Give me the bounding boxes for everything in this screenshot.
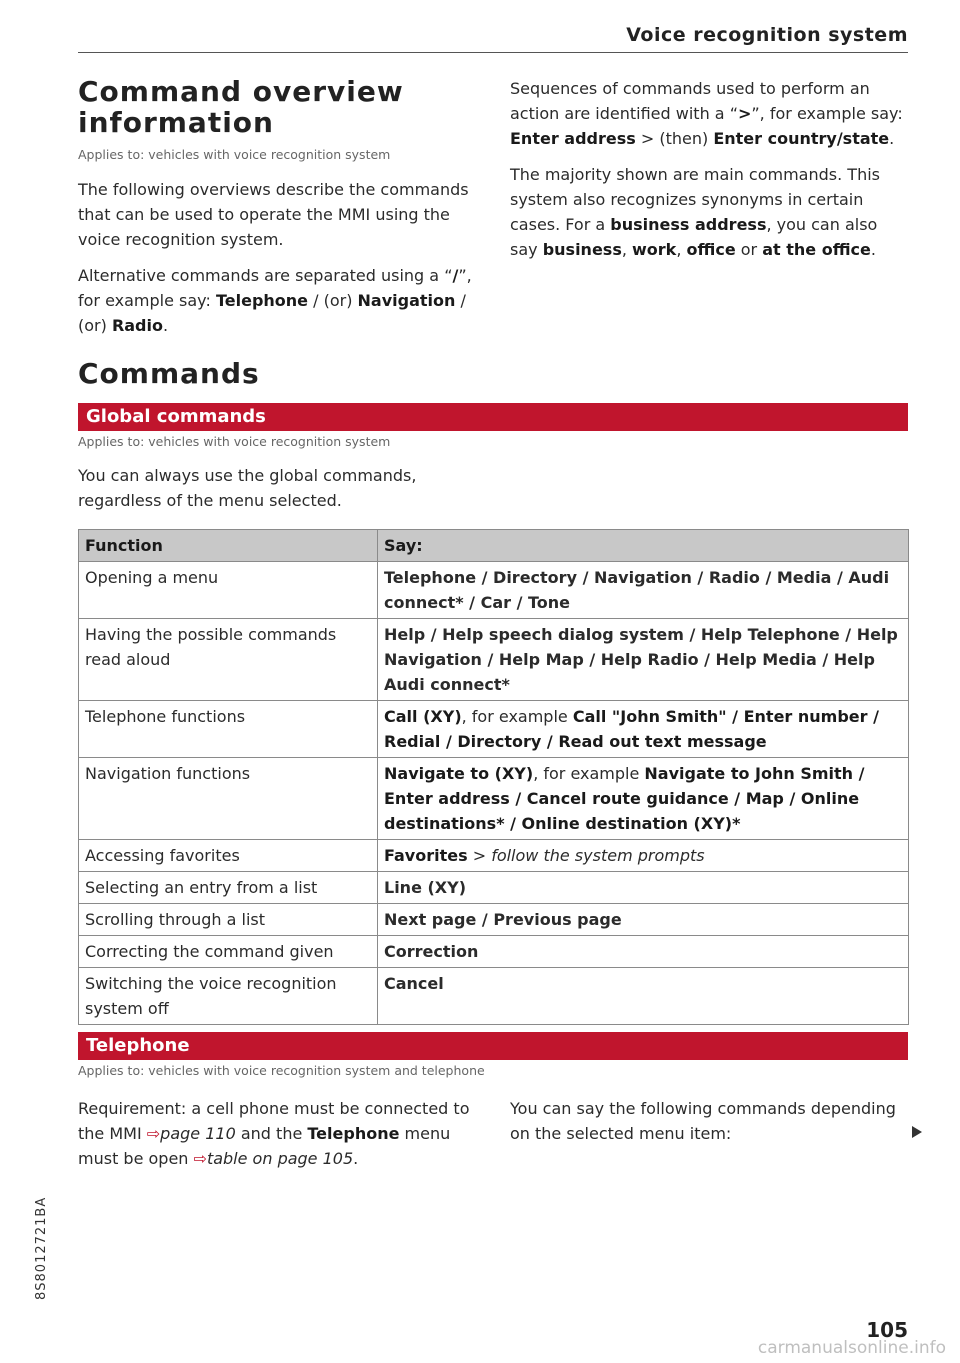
say-keyword: Call (XY) [384,707,462,726]
kw-telephone: Telephone [215,291,309,310]
text: , [676,240,687,259]
say-connector: > [467,846,492,865]
telephone-applies-block [78,1063,518,1078]
slash-symbol: / [452,266,459,285]
say-cell: Help / Help speech dialog system / Help Telephone / Help Navigation / Help Map / Help Radio / Help Media / Help Audi connect* [378,619,909,701]
text: . [353,1149,359,1168]
function-cell: Selecting an entry from a list [79,872,378,904]
function-cell: Accessing favorites [79,840,378,872]
col-function-header: Function [79,530,378,562]
continue-arrow-icon [912,1126,922,1138]
kw-telephone-menu: Telephone [307,1124,400,1143]
overview-heading-line2: information [78,106,274,139]
say-cell: Next page / Previous page [378,904,909,936]
say-instruction: follow the system prompts [491,846,705,865]
overview-section [78,76,478,338]
overview-heading-line1: Command overview [78,75,404,108]
running-header: Voice recognition system [626,24,908,46]
kw-work: work [632,240,677,259]
text: / (or) [78,291,466,335]
telephone-right-text: You can say the following commands depending on the selected menu item: [510,1099,896,1143]
document-code: 8S8012721BA [34,1196,49,1300]
say-cell: Correction [378,936,909,968]
table-header-row [79,530,909,562]
table-row [79,968,909,1025]
text: menu must be open [78,1124,451,1168]
telephone-applies: Applies to: vehicles with voice recognition system and telephone [78,1063,485,1078]
function-cell: Scrolling through a list [79,904,378,936]
overview-paragraph-2 [78,263,478,338]
text: Requirement: a cell phone must be connected to the MMI [78,1099,470,1143]
table-row [79,904,909,936]
table-row [79,619,909,701]
telephone-bar: Telephone [78,1032,908,1060]
global-commands-text: You can always use the global commands, regardless of the menu selected. [78,466,417,510]
function-cell: Having the possible commands read aloud [79,619,378,701]
say-keyword: Call "John Smith" / Enter number / Redial / Directory / Read out text message [384,707,879,751]
table-row [79,840,909,872]
text: / (or) [308,291,358,310]
function-cell: Opening a menu [79,562,378,619]
kw-at-the-office: at the office [762,240,871,259]
say-cell [378,840,909,872]
text: ”, for example say: [78,266,472,310]
commands-heading-block [78,358,478,389]
table-row [79,936,909,968]
global-commands-bar: Global commands [78,403,908,431]
kw-navigation: Navigation [357,291,456,310]
overview-heading [78,76,478,138]
say-keyword: Favorites [384,846,468,865]
col-say-header: Say: [378,530,909,562]
say-cell [378,758,909,840]
function-cell: Switching the voice recognition system off [79,968,378,1025]
table-row [79,562,909,619]
overview-paragraph-1: The following overviews describe the commands that can be used to operate the MMI using the voice recognition system. [78,180,469,249]
function-cell: Telephone functions [79,701,378,758]
kw-business: business [542,240,622,259]
telephone-right [510,1096,905,1146]
say-keyword: Navigate to (XY) [384,764,534,783]
text: Sequences of commands used to perform an action are identified with a “ [510,79,870,123]
say-keyword: Navigate to John Smith / Enter address / Cancel route guidance / Map / Online destinations* / Online destination (XY)* [384,764,865,833]
gt-symbol: > [737,104,752,123]
overview-right-section [510,76,910,262]
table-row [79,758,909,840]
text: ”, for example say: [751,104,903,123]
function-cell: Correcting the command given [79,936,378,968]
telephone-requirement [78,1096,483,1171]
kw-business-address: business address [610,215,767,234]
say-cell: Cancel [378,968,909,1025]
ref-arrow-icon: ⇨ [146,1124,161,1143]
commands-heading: Commands [78,357,260,390]
table-reference-link[interactable]: table on page 105 [206,1149,354,1168]
text: , [621,240,633,259]
kw-office: office [686,240,736,259]
text: . [889,129,895,148]
global-commands-table [78,529,909,1025]
say-cell: Line (XY) [378,872,909,904]
table-row [79,872,909,904]
header-rule [78,52,908,53]
text: or [735,240,763,259]
overview-right-paragraph-2 [510,162,910,262]
overview-right-paragraph-1 [510,76,910,151]
kw-enter-country: Enter country/state [713,129,890,148]
function-cell: Navigation functions [79,758,378,840]
text: , you can also say [510,215,878,259]
say-connector: , for example [533,764,645,783]
global-commands-intro [78,434,498,513]
text: . [162,316,169,335]
telephone-left [78,1096,483,1171]
page-number: 105 [866,1318,908,1342]
text: and the [235,1124,308,1143]
kw-radio: Radio [111,316,163,335]
say-connector: , for example [461,707,573,726]
global-commands-applies: Applies to: vehicles with voice recognition system [78,434,391,449]
ref-arrow-icon: ⇨ [193,1149,207,1168]
text: Alternative commands are separated using a “ [78,266,453,285]
table-row [79,701,909,758]
say-cell: Telephone / Directory / Navigation / Radio / Media / Audi connect* / Car / Tone [378,562,909,619]
watermark: carmanualsonline.info [757,1338,946,1358]
kw-enter-address: Enter address [510,129,636,148]
overview-applies: Applies to: vehicles with voice recognition system [78,147,391,162]
say-cell [378,701,909,758]
text: The majority shown are main commands. This system also recognizes synonyms in certain cases. For a [510,165,880,234]
text: . [870,240,876,259]
text: > (then) [635,129,714,148]
page-reference-link[interactable]: page 110 [160,1124,236,1143]
